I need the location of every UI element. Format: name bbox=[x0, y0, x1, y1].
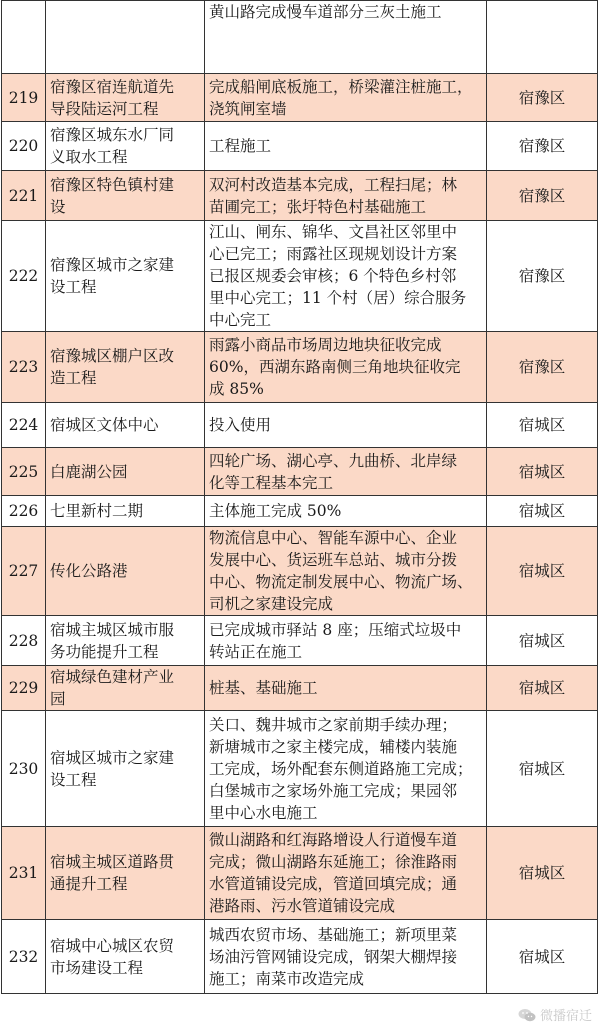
progress-cell bbox=[205, 122, 487, 171]
watermark bbox=[518, 1005, 592, 1024]
row-number-text: 231 bbox=[8, 864, 39, 882]
district-cell bbox=[487, 666, 598, 711]
table-row bbox=[2, 666, 598, 711]
project-name-cell bbox=[46, 122, 205, 171]
project-name-cell bbox=[46, 527, 205, 616]
progress-cell bbox=[205, 403, 487, 448]
project-name-cell bbox=[46, 74, 205, 122]
district-cell bbox=[487, 74, 598, 122]
project-name-cell bbox=[46, 448, 205, 496]
progress-cell bbox=[205, 74, 487, 122]
row-number-cell bbox=[2, 74, 46, 122]
row-number-cell bbox=[2, 1, 46, 74]
project-name-cell bbox=[46, 827, 205, 920]
table-row bbox=[2, 122, 598, 171]
progress-text: 工程施工 bbox=[209, 137, 272, 155]
project-name-cell bbox=[46, 616, 205, 666]
district-text: 宿豫区 bbox=[518, 358, 566, 376]
row-number-cell bbox=[2, 527, 46, 616]
project-name-text: 宿豫区城市之家建 设工程 bbox=[50, 256, 175, 296]
watermark-text: 微播宿迁 bbox=[539, 1009, 592, 1024]
progress-text: 黄山路完成慢车道部分三灰土施工 bbox=[209, 3, 442, 21]
project-name-text: 宿城主城区道路贯 通提升工程 bbox=[50, 853, 175, 893]
progress-cell bbox=[205, 332, 487, 403]
project-name-cell bbox=[46, 332, 205, 403]
project-name-text: 七里新村二期 bbox=[50, 502, 144, 520]
project-name-text: 宿城区城市之家建 设工程 bbox=[50, 748, 175, 789]
district-text: 宿城区 bbox=[518, 947, 566, 966]
progress-cell bbox=[205, 616, 487, 666]
project-name-text: 宿豫区城东水厂同 义取水工程 bbox=[50, 126, 175, 166]
project-name-text: 传化公路港 bbox=[50, 562, 128, 580]
row-number-cell bbox=[2, 221, 46, 332]
progress-text: 双河村改造基本完成，工程扫尾；林 苗圃完工；张圩特色村基础施工 bbox=[209, 175, 458, 216]
district-text: 宿城区 bbox=[518, 631, 566, 650]
table-row bbox=[2, 448, 598, 496]
table-row bbox=[2, 527, 598, 616]
district-cell bbox=[487, 711, 598, 827]
district-text: 宿豫区 bbox=[518, 186, 566, 205]
progress-text: 物流信息中心、智能车源中心、企业 发展中心、货运班车总站、城市分拨 中心、物流定制发展中心、物流广场、 司机之家建设完成 bbox=[209, 529, 473, 613]
project-name-cell bbox=[46, 711, 205, 827]
progress-cell bbox=[205, 448, 487, 496]
row-number-cell bbox=[2, 448, 46, 496]
table-row bbox=[2, 74, 598, 122]
project-name-cell bbox=[46, 920, 205, 994]
table-row bbox=[2, 920, 598, 994]
table-row bbox=[2, 221, 598, 332]
wechat-icon bbox=[518, 1008, 536, 1022]
progress-cell bbox=[205, 711, 487, 827]
progress-text: 微山湖路和红海路增设人行道慢车道 完成；微山湖路东延施工；徐淮路雨 水管道铺设完成，管道回填完成；通 港路雨、污水管道铺设完成 bbox=[209, 831, 458, 915]
row-number-cell bbox=[2, 171, 46, 221]
progress-text: 投入使用 bbox=[209, 416, 272, 434]
progress-text: 主体施工完成 50% bbox=[209, 502, 342, 520]
progress-cell bbox=[205, 527, 487, 616]
row-number-text: 232 bbox=[8, 947, 39, 966]
progress-cell bbox=[205, 827, 487, 920]
district-cell bbox=[487, 496, 598, 527]
project-name-text: 宿城中心城区农贸 市场建设工程 bbox=[50, 936, 175, 977]
table-row bbox=[2, 711, 598, 827]
table-row bbox=[2, 616, 598, 666]
table-body bbox=[2, 1, 598, 994]
row-number-text: 227 bbox=[8, 562, 39, 580]
row-number-text: 226 bbox=[8, 502, 39, 520]
row-number-cell bbox=[2, 616, 46, 666]
project-name-cell bbox=[46, 666, 205, 711]
district-text: 宿城区 bbox=[518, 502, 566, 520]
table-row bbox=[2, 171, 598, 221]
project-name-cell bbox=[46, 1, 205, 74]
district-text: 宿城区 bbox=[518, 562, 566, 580]
row-number-text: 221 bbox=[8, 186, 39, 205]
progress-cell bbox=[205, 496, 487, 527]
project-name-text: 宿豫城区棚户区改 造工程 bbox=[50, 347, 175, 387]
district-cell bbox=[487, 403, 598, 448]
district-cell bbox=[487, 448, 598, 496]
project-name-text: 宿城绿色建材产业 园 bbox=[50, 668, 175, 708]
table-row bbox=[2, 496, 598, 527]
project-name-text: 宿豫区宿连航道先 导段陆运河工程 bbox=[50, 77, 175, 118]
table-row bbox=[2, 827, 598, 920]
row-number-cell bbox=[2, 496, 46, 527]
project-name-text: 宿豫区特色镇村建 设 bbox=[50, 175, 175, 216]
project-name-text: 宿城主城区城市服 务功能提升工程 bbox=[50, 620, 175, 661]
progress-text: 四轮广场、湖心亭、九曲桥、北岸绿 化等工程基本完工 bbox=[209, 451, 458, 492]
row-number-cell bbox=[2, 711, 46, 827]
progress-cell bbox=[205, 1, 487, 74]
project-name-cell bbox=[46, 496, 205, 527]
district-cell bbox=[487, 1, 598, 74]
progress-cell bbox=[205, 221, 487, 332]
project-progress-table bbox=[1, 0, 598, 994]
row-number-cell bbox=[2, 122, 46, 171]
progress-text: 桩基、基础施工 bbox=[209, 679, 318, 697]
table-row bbox=[2, 332, 598, 403]
project-name-cell bbox=[46, 403, 205, 448]
row-number-text: 228 bbox=[8, 631, 39, 650]
row-number-text: 222 bbox=[8, 267, 39, 285]
project-name-cell bbox=[46, 221, 205, 332]
district-text: 宿城区 bbox=[518, 416, 566, 434]
row-number-cell bbox=[2, 332, 46, 403]
row-number-text: 220 bbox=[8, 137, 39, 155]
row-number-cell bbox=[2, 920, 46, 994]
district-cell bbox=[487, 920, 598, 994]
progress-text: 江山、闸东、锦华、文昌社区邻里中 心已完工；雨露社区现规划设计方案 已报区规委会审核；6 个特色乡村邻 里中心完工；11 个村（居）综合服务 中心完工 bbox=[209, 223, 467, 329]
district-text: 宿城区 bbox=[518, 462, 566, 481]
district-cell bbox=[487, 171, 598, 221]
progress-text: 关口、魏井城市之家前期手续办理； 新塘城市之家主楼完成，辅楼内装施 工完成，场外配套东侧道路施工完成； 白堡城市之家场外施工完成；果园邻 里中心水电施工 bbox=[209, 715, 473, 822]
project-name-cell bbox=[46, 171, 205, 221]
district-text: 宿豫区 bbox=[518, 137, 566, 155]
progress-cell bbox=[205, 171, 487, 221]
row-number-text: 230 bbox=[8, 759, 39, 778]
row-number-text: 224 bbox=[8, 416, 39, 434]
district-cell bbox=[487, 332, 598, 403]
district-text: 宿豫区 bbox=[518, 88, 566, 107]
district-text: 宿城区 bbox=[518, 759, 566, 778]
district-text: 宿豫区 bbox=[518, 267, 566, 285]
progress-text: 雨露小商品市场周边地块征收完成 60%，西湖东路南侧三角地块征收完 成 85% bbox=[209, 336, 461, 398]
district-cell bbox=[487, 122, 598, 171]
row-number-cell bbox=[2, 666, 46, 711]
progress-text: 城西农贸市场、基础施工；新项里菜 场油污管网铺设完成，钢架大棚焊接 施工；南菜市改造完成 bbox=[209, 925, 458, 988]
district-cell bbox=[487, 527, 598, 616]
row-number-text: 219 bbox=[8, 88, 39, 107]
district-cell bbox=[487, 221, 598, 332]
district-cell bbox=[487, 616, 598, 666]
row-number-text: 229 bbox=[8, 679, 39, 697]
district-text: 宿城区 bbox=[518, 679, 566, 697]
table-row bbox=[2, 403, 598, 448]
row-number-text: 225 bbox=[8, 462, 39, 481]
progress-cell bbox=[205, 666, 487, 711]
progress-text: 已完成城市驿站 8 座；压缩式垃圾中 转站正在施工 bbox=[209, 620, 462, 661]
row-number-text: 223 bbox=[8, 358, 39, 376]
progress-text: 完成船闸底板施工，桥梁灌注桩施工， 浇筑闸室墙 bbox=[209, 77, 473, 118]
progress-cell bbox=[205, 920, 487, 994]
project-name-text: 白鹿湖公园 bbox=[50, 462, 128, 481]
row-number-cell bbox=[2, 827, 46, 920]
district-cell bbox=[487, 827, 598, 920]
table-row bbox=[2, 1, 598, 74]
row-number-cell bbox=[2, 403, 46, 448]
district-text: 宿城区 bbox=[518, 864, 566, 882]
project-name-text: 宿城区文体中心 bbox=[50, 416, 159, 434]
